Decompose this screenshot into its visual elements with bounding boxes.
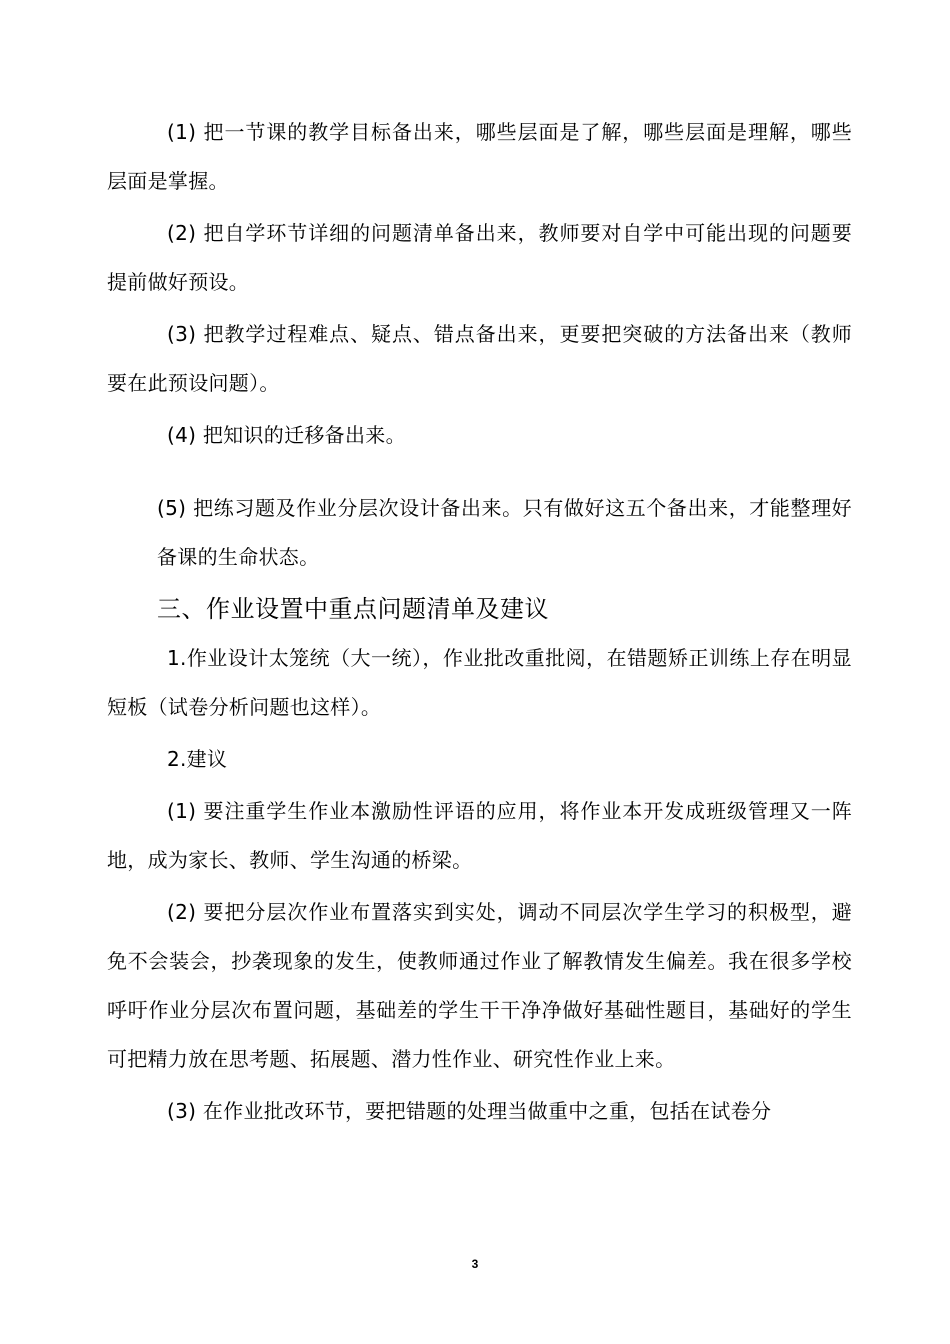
paragraph-item-6: 1.作业设计太笼统（大一统），作业批改重批阅，在错题矫正训练上存在明显短板（试卷分析问题也这样）。 — [107, 646, 852, 719]
body-text-section-2 — [107, 484, 852, 582]
section-heading: 三、作业设置中重点问题清单及建议 — [157, 595, 549, 623]
paragraph-item-5: (5) 把练习题及作业分层次设计备出来。只有做好这五个备出来，才能整理好备课的生命状态。 — [157, 496, 852, 569]
page-number: 3 — [471, 1257, 479, 1271]
body-text-section-3 — [107, 585, 852, 1136]
paragraph-item-9: (2) 要把分层次作业布置落实到实处，调动不同层次学生学习的积极型，避免不会装会，抄袭现象的发生，使教师通过作业了解教情发生偏差。我在很多学校呼吁作业分层次布置问题，基础差的学生干干净净做好基础性题目，基础好的学生可把精力放在思考题、拓展题、潜力性作业、研究性作业上来。 — [107, 900, 852, 1071]
paragraph-item-4: (4) 把知识的迁移备出来。 — [167, 423, 406, 447]
paragraph-item-1: (1) 把一节课的教学目标备出来，哪些层面是了解，哪些层面是理解，哪些层面是掌握。 — [107, 120, 852, 193]
paragraph-item-7: 2.建议 — [167, 747, 228, 771]
paragraph-item-3: (3) 把教学过程难点、疑点、错点备出来，更要把突破的方法备出来（教师要在此预设问题）。 — [107, 322, 852, 395]
paragraph-item-10: (3) 在作业批改环节，要把错题的处理当做重中之重，包括在试卷分 — [167, 1099, 772, 1123]
body-text-section-1 — [107, 108, 852, 460]
paragraph-item-2: (2) 把自学环节详细的问题清单备出来，教师要对自学中可能出现的问题要提前做好预设。 — [107, 221, 852, 294]
paragraph-item-8: (1) 要注重学生作业本激励性评语的应用，将作业本开发成班级管理又一阵地，成为家长、教师、学生沟通的桥梁。 — [107, 799, 852, 872]
